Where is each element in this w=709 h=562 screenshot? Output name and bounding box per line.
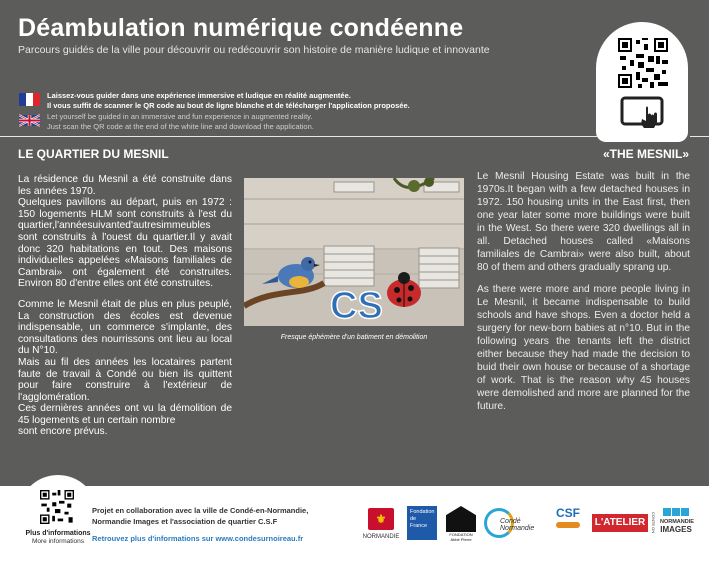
csf-label: CSF	[556, 506, 580, 520]
en-paragraph: Le Mesnil Housing Estate was built in the 1970s.It began with a few detached houses in 1972. 150 housing units in the East first, then one year later some more buildings were built in the West. So there were 320 dwellings all in all. Detached houses called «Maisons familiales de Cambrai» were also built, about 80 of them and others gradually sprang up.	[477, 171, 690, 273]
qr-code-icon[interactable]	[618, 38, 668, 88]
normandie-images-logo	[660, 508, 692, 544]
normandie-region-logo: ⚜ NORMANDIE	[360, 508, 402, 546]
conde-normandie-label: Condé Normandie	[500, 518, 535, 532]
collab-line1: Projet en collaboration avec la ville de Condé-en-Normandie,	[92, 506, 309, 515]
english-text-column	[477, 170, 690, 422]
conde-normandie-logo	[484, 506, 546, 542]
normandie-images-line1: NORMANDIE	[660, 519, 694, 525]
atelier-side-label: CONTE ON	[651, 512, 656, 534]
french-text-column	[18, 174, 232, 447]
intro-fr-line1: Laissez-vous guider dans une expérience immersive et ludique en réalité augmentée.	[47, 91, 351, 100]
atelier-label: L'ATELIER	[594, 517, 646, 528]
mural-photo	[244, 178, 464, 326]
intro-french	[47, 91, 410, 111]
intro-en-line1: Let yourself be guided in an immersive and fun experience in augmented reality.	[47, 112, 313, 121]
white-guide-line	[0, 136, 598, 137]
page-title: Déambulation numérique condéenne	[18, 14, 464, 42]
more-info-title: Plus d'informations	[25, 530, 91, 537]
fondation-de-france-label: Fondation de France	[410, 509, 435, 529]
page-subtitle: Parcours guidés de la ville pour découvrir ou redécouvrir son histoire de manière ludique et innovante	[18, 44, 490, 56]
collaboration-text	[92, 505, 308, 527]
fondation-abbe-pierre-label: FONDATION Abbé Pierre	[449, 532, 473, 542]
qr-code-icon[interactable]	[40, 490, 74, 524]
scan-phone-icon	[620, 94, 664, 130]
french-flag-icon	[19, 93, 40, 106]
fr-paragraph: La résidence du Mesnil a été construite dans les années 1970. Quelques pavillons au départ, puis en 1972 : 150 logements HLM sont construits à l'est du quartier,l'annéesuivanted'autresimmeubles sont construits à l'ouest du quartier.Il y avait donc 320 habitations en tout. Des maisons individuelles appelées «Maisons familiales de Cambrai» ont également été construites. Environ 80 d'entre elles ont été construites.	[18, 174, 232, 290]
photo-caption: Fresque éphémère d'un batiment en démolition	[280, 334, 428, 341]
fondation-de-france-logo	[407, 506, 437, 540]
white-guide-line-end	[690, 136, 709, 137]
en-paragraph: As there were more and more people living in Le Mesnil, it became indispensable to build schools and have shops. Even a doctor held a surgery for new-born babies at n°10. But in the following years the tenants left the district either because they had made the decision to buid their own house or because of a shortage of work. That is the reason why 45 houses were demolished and more are planned for the future.	[477, 284, 690, 412]
fondation-abbe-pierre-logo	[446, 506, 476, 540]
more-info-en: More informations	[31, 538, 85, 545]
normandie-region-label: NORMANDIE	[362, 534, 400, 540]
intro-en-line2: Just scan the QR code at the end of the white line and download the application.	[47, 122, 314, 131]
intro-fr-line2: Il vous suffit de scanner le QR code au bout de ligne blanche et de télécharger l'application proposée.	[47, 101, 410, 110]
section-heading-fr: LE QUARTIER DU MESNIL	[18, 147, 169, 161]
mural-letters: CS	[330, 285, 383, 326]
section-heading-en: «THE MESNIL»	[602, 147, 689, 161]
csf-logo	[553, 506, 583, 540]
more-info-label	[22, 530, 94, 546]
website-link[interactable]: Retrouvez plus d'informations sur www.condesurnoireau.fr	[92, 534, 304, 543]
normandie-images-line2: IMAGES	[660, 525, 692, 534]
fr-paragraph: Comme le Mesnil était de plus en plus peuplé, La construction des écoles est devenue indispensable, un commerce s'implante, des consultations des nourrissons ont lieu au local du N°10. Mais au fil des années les locataires partent faute de travail à Condé ou bien ils quittent pour faire construire à l'extérieur de l'agglomération. Ces dernières années ont vu la démolition de 45 logements et un certain nombre sont encore prévus.	[18, 298, 232, 438]
collab-line2: Normandie Images et l'association de quartier C.S.F	[92, 517, 278, 526]
atelier-logo	[592, 514, 648, 532]
uk-flag-icon	[19, 114, 40, 127]
intro-english	[47, 112, 314, 132]
